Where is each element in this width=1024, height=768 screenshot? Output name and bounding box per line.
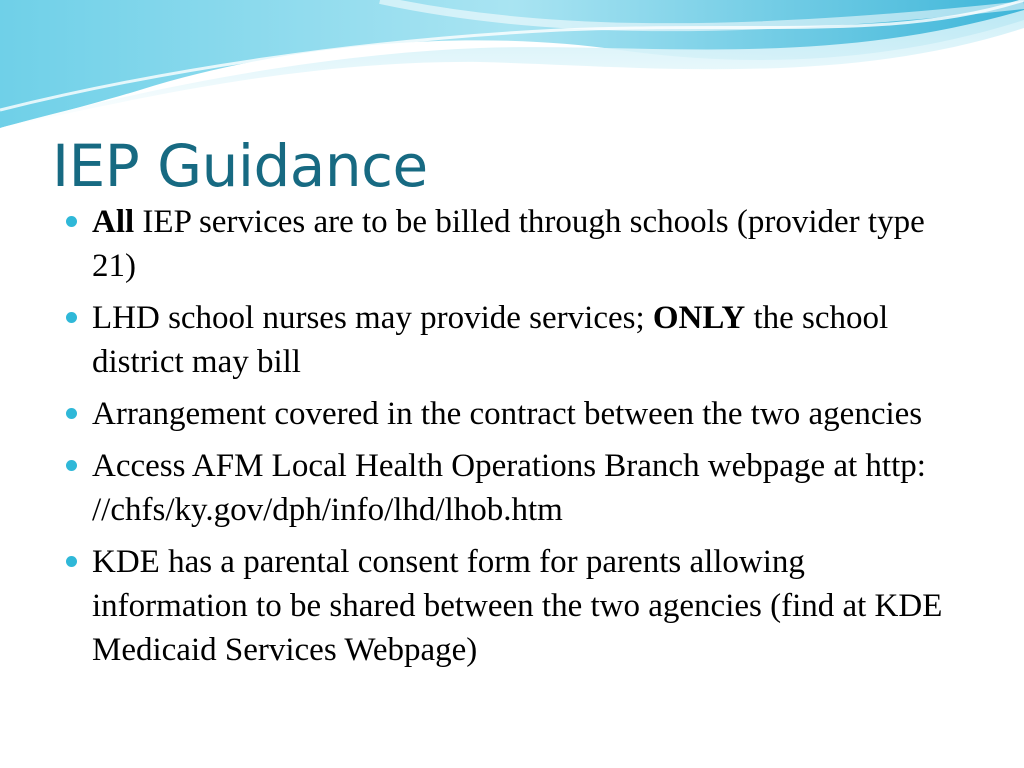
bullet-dot-icon: [66, 408, 77, 419]
bullet-bold-text: ONLY: [652, 300, 746, 336]
bullet-dot-icon: [66, 556, 77, 567]
bullet-text: IEP services are to be billed through schools (provider type 21): [92, 204, 925, 284]
bullet-text: Access AFM Local Health Operations Branch webpage at http: //chfs/ky.gov/dph/info/lhd/lhob.htm: [92, 448, 926, 528]
bullet-dot-icon: [66, 216, 77, 227]
bullet-item: [64, 392, 964, 436]
bullet-item: [64, 200, 964, 288]
bullet-text: the school district may bill: [92, 300, 889, 380]
bullet-item: [64, 444, 964, 532]
bullet-dot-icon: [66, 460, 77, 471]
bullet-text: KDE has a parental consent form for parents allowing information to be shared between the two agencies (find at KDE Medicaid Services Webpage): [92, 544, 943, 668]
slide-title: IEP Guidance: [52, 132, 428, 200]
bullet-item: [64, 540, 964, 672]
bullet-list: [64, 200, 964, 680]
bullet-text: Arrangement covered in the contract between the two agencies: [92, 396, 923, 432]
bullet-bold-text: All: [92, 204, 135, 240]
bullet-item: [64, 296, 964, 384]
header-wave-decoration: [0, 0, 1024, 130]
bullet-text: LHD school nurses may provide services;: [92, 300, 653, 336]
bullet-dot-icon: [66, 312, 77, 323]
